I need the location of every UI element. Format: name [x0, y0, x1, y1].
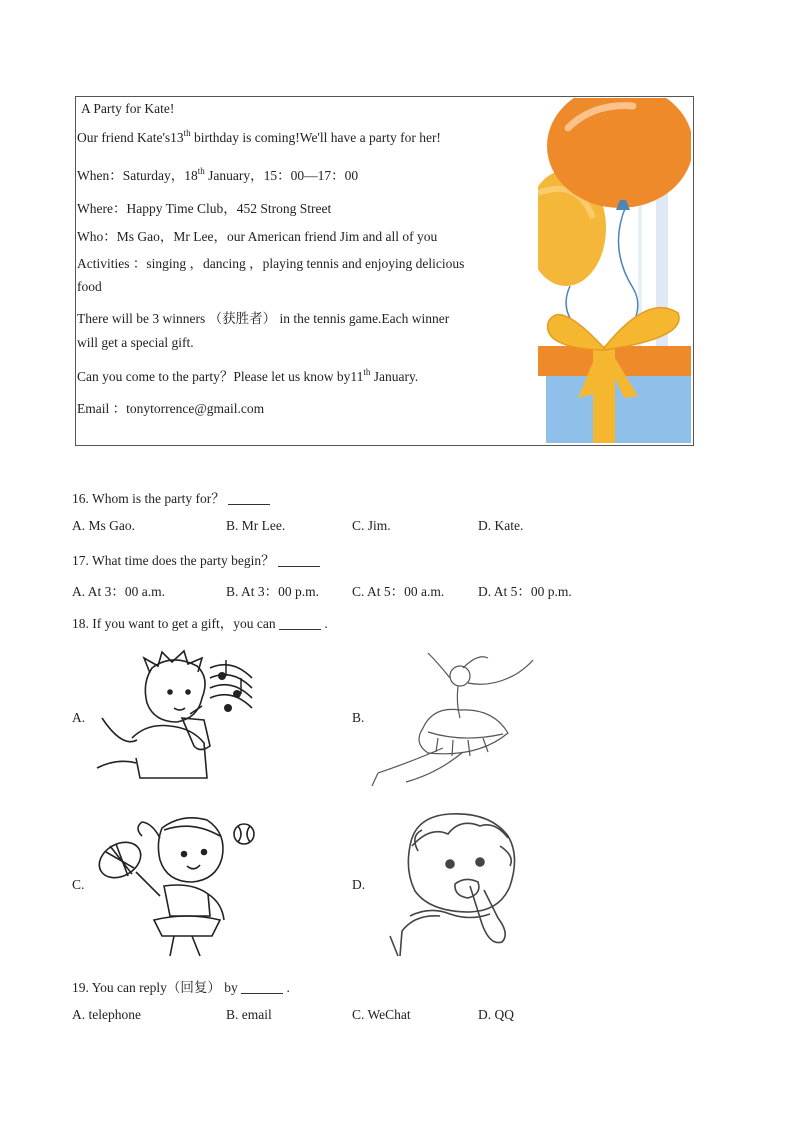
- tennis-girl-icon[interactable]: [92, 808, 262, 960]
- notice-title: A Party for Kate!: [81, 101, 175, 116]
- notice-intro: Our friend Kate's13th birthday is coming!We'll have a party for her!: [77, 128, 441, 145]
- question-16: 16. Whom is the party for？: [72, 487, 270, 507]
- q18-option-d[interactable]: D.: [352, 877, 366, 892]
- notice-who: Who：Ms Gao，Mr Lee，our American friend Jim and all of you: [77, 229, 438, 244]
- q19-option-d[interactable]: D. QQ: [478, 1007, 514, 1022]
- notice-reply: Can you come to the party？Please let us know by11th January.: [77, 367, 419, 384]
- notice-winners: There will be 3 winners （获胜者） in the tennis game.Each winner: [77, 311, 450, 326]
- q17-option-d[interactable]: D. At 5：00 p.m.: [478, 584, 572, 599]
- q19-option-c[interactable]: C. WeChat: [352, 1007, 411, 1022]
- q19-option-a[interactable]: A. telephone: [72, 1007, 141, 1022]
- notice-winners-cont: will get a special gift.: [77, 335, 194, 350]
- notice-when: When：Saturday，18th January，15：00—17：00: [77, 166, 359, 183]
- notice-activities-cont: food: [77, 279, 102, 294]
- notice-activities: Activities ：singing ，dancing ，playing tennis and enjoying delicious: [77, 256, 465, 271]
- question-18: 18. If you want to get a gift，you can .: [72, 616, 328, 631]
- ballet-dancer-icon[interactable]: [368, 648, 534, 788]
- q17-option-a[interactable]: A. At 3：00 a.m.: [72, 584, 165, 599]
- q16-option-c[interactable]: C. Jim.: [352, 518, 391, 533]
- balloons-gift-icon: [538, 98, 691, 443]
- singing-boy-icon[interactable]: [92, 648, 254, 786]
- eating-boy-icon[interactable]: [370, 806, 530, 960]
- q17-option-c[interactable]: C. At 5：00 a.m.: [352, 584, 445, 599]
- q18-option-c[interactable]: C.: [72, 877, 85, 892]
- question-17: 17. What time does the party begin？: [72, 549, 320, 569]
- question-19: 19. You can reply（回复） by .: [72, 980, 290, 995]
- q18-option-a[interactable]: A.: [72, 710, 86, 725]
- q16-option-a[interactable]: A. Ms Gao.: [72, 518, 135, 533]
- q16-option-b[interactable]: B. Mr Lee.: [226, 518, 286, 533]
- q17-option-b[interactable]: B. At 3：00 p.m.: [226, 584, 320, 599]
- notice-where: Where：Happy Time Club，452 Strong Street: [77, 201, 332, 216]
- answer-blank: [228, 492, 270, 505]
- q16-option-d[interactable]: D. Kate.: [478, 518, 524, 533]
- answer-blank: [279, 617, 321, 630]
- q19-option-b[interactable]: B. email: [226, 1007, 272, 1022]
- notice-email: Email ：tonytorrence@gmail.com: [77, 401, 265, 416]
- q18-option-b[interactable]: B.: [352, 710, 365, 725]
- answer-blank: [241, 981, 283, 994]
- answer-blank: [278, 554, 320, 567]
